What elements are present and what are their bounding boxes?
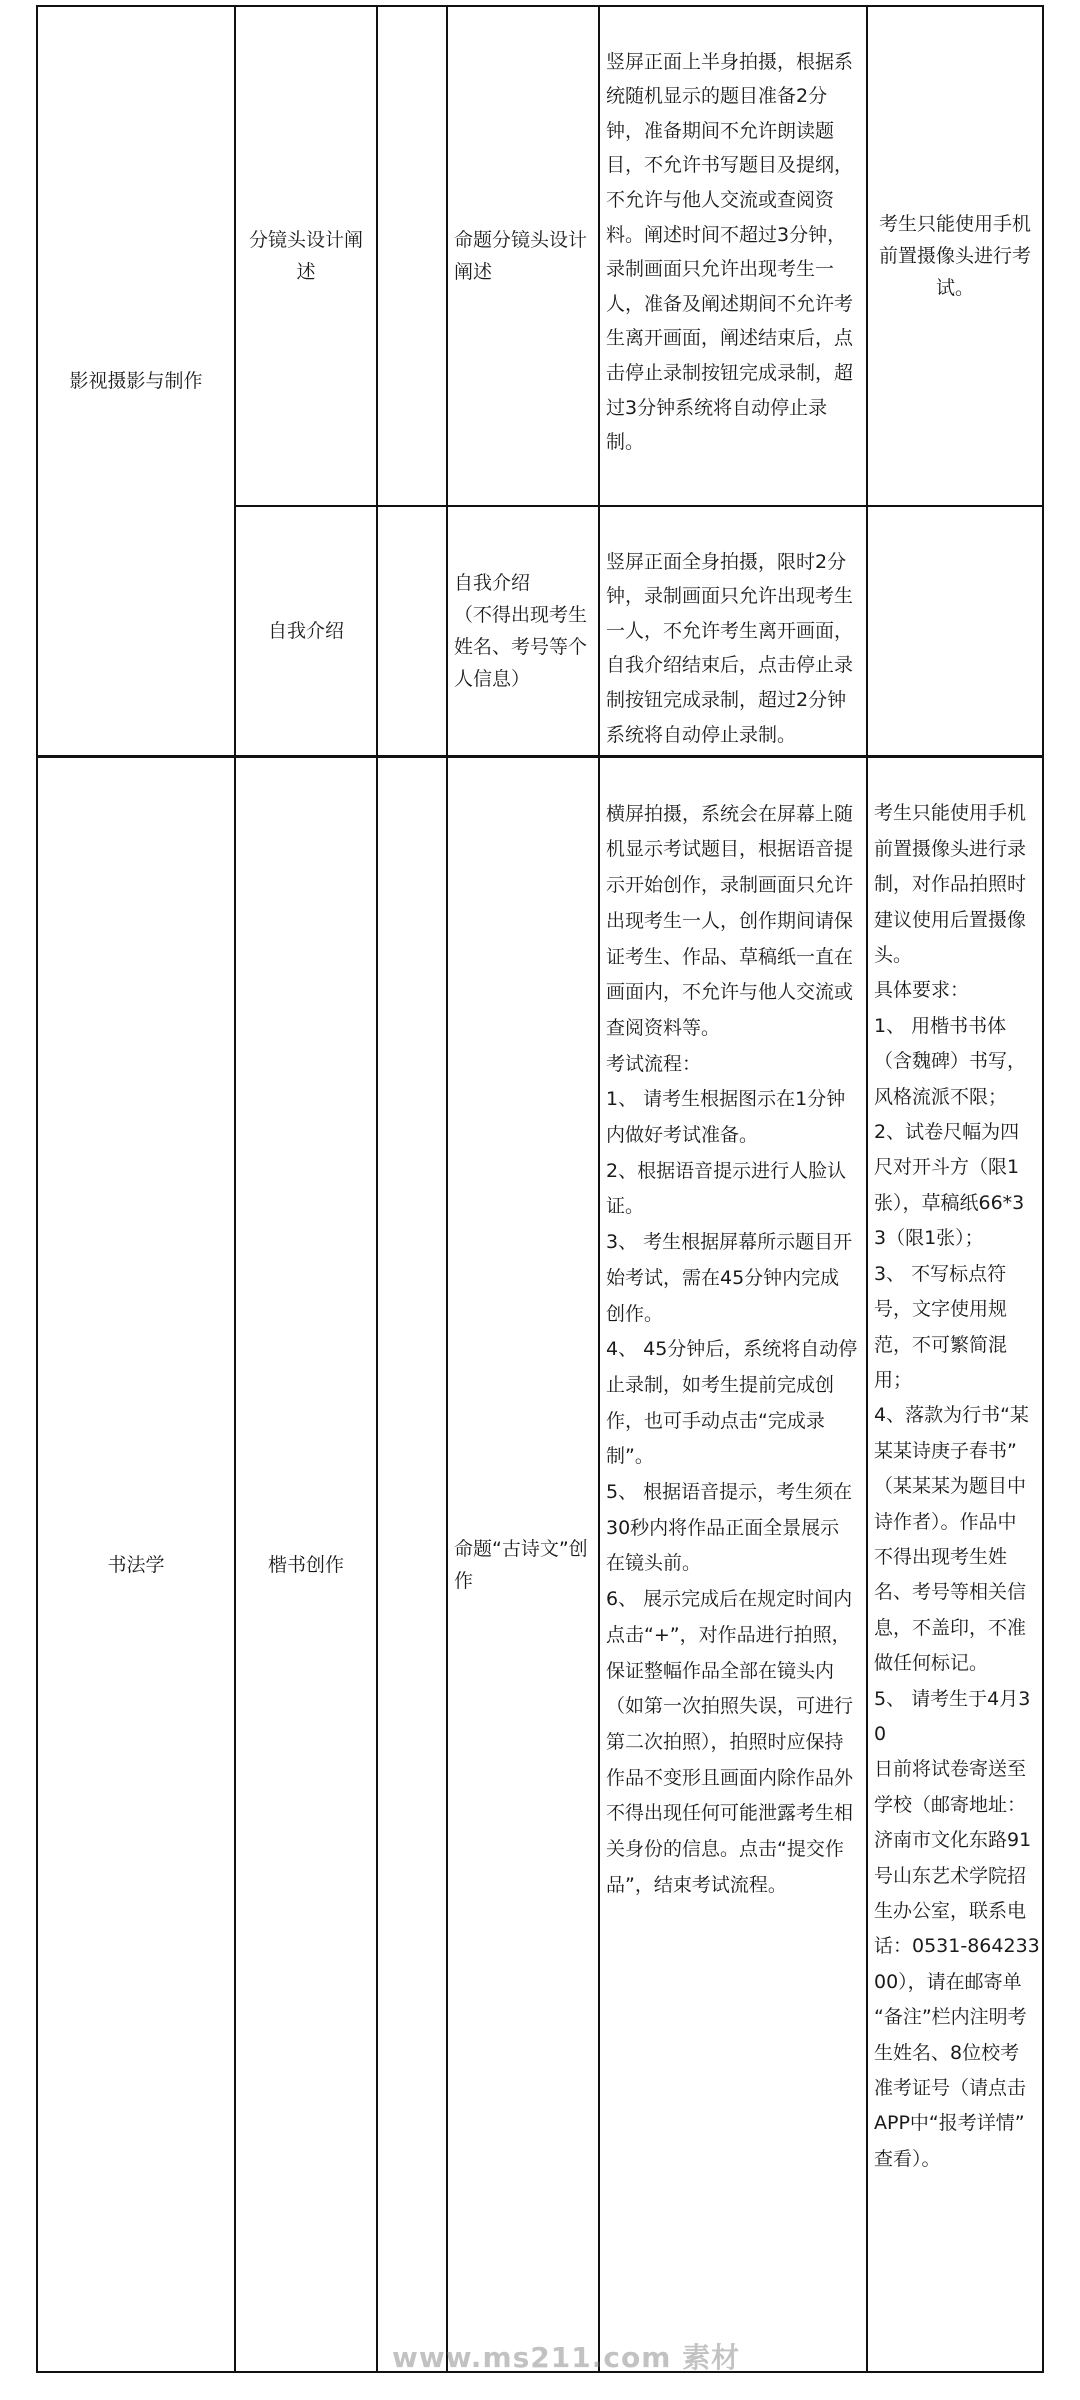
subject-cell-storyboard [236, 7, 376, 505]
topic-label: 命题分镜头设计 阐述 [454, 229, 588, 283]
grid-line-col-4 [598, 5, 600, 2373]
grid-line-col-2 [376, 5, 378, 2373]
subject-label: 楷书创作 [267, 1553, 344, 1576]
grid-line-col-3 [446, 5, 448, 2373]
subject-label: 自我介绍 [267, 620, 344, 642]
requirements-text: 竖屏正面全身拍摄，限时2分 钟，录制画面只允许出现考生 一人，不允许考生离开画面， 自我介绍结束后，点击停止录 制按钮完成录制，超过2分钟 系统将自动停止录制。 [606, 550, 854, 746]
major-cell-calligraphy [38, 758, 234, 2371]
grid-line-col-6 [1042, 5, 1044, 2373]
major-cell-film [38, 7, 234, 755]
notes-cell-kaishu [874, 761, 1042, 2177]
topic-cell-storyboard [454, 7, 594, 505]
topic-label: 自我介绍 （不得出现考生 姓名、考号等个 人信息） [454, 572, 588, 690]
notes-cell-self-intro [868, 507, 1042, 755]
topic-cell-self-intro [454, 507, 596, 755]
requirements-cell-self-intro [606, 510, 864, 752]
watermark: www.ms211.com 素材 [392, 2341, 741, 2374]
requirements-text: 横屏拍摄，系统会在屏幕上随 机显示考试题目，根据语音提 示开始创作，录制画面只允许 出现考生一人，创作期间请保 证考生、作品、草稿纸一直在 画面内，不允许与他人交流或 查阅资料等。 考试流程： 1、 请考生根据图示在1分钟 内做好考试准备。 2、根据语音提示进行人脸认 证。 3、 考生根据屏幕所示题目开 始考试，需在45分钟内完成 创作。 4、 45分钟后，系统将自动停 止录制，如考生提前完成创 作，也可手动点击“完成录 制”。 5、 根据语音提示，考生须在 30秒内将作品正面全景展示 在镜头前。 6、 展示完成后在规定时间内 点击“+”，对作品进行拍照， 保证整幅作品全部在镜头内 （如第一次拍照失误，可进行 第二次拍照），拍照时应保持 作品不变形且画面内除作品外 不得出现任何可能泄露考生相 关身份的信息。点击“提交作 品”，结束考试流程。 [606, 802, 858, 1896]
major-label: 书法学 [107, 1553, 165, 1576]
requirements-text: 竖屏正面上半身拍摄，根据系 统随机显示的题目准备2分 钟，准备期间不允许朗读题 目，不允许书写题目及提纲， 不允许与他人交流或查阅资 料。阐述时间不超过3分钟， 录制画面只允许出现考生一 人，准备及阐述期间不允许考 生离开画面，阐述结束后，点 击停止录制按钮完成录制，超 过3分钟系统将自动停止录 制。 [606, 50, 854, 454]
subject-cell-kaishu [236, 758, 376, 2371]
requirements-cell-kaishu [606, 761, 864, 1904]
topic-label: 命题“古诗文”创 作 [454, 1537, 588, 1592]
requirements-cell-storyboard [606, 10, 864, 460]
subject-label: 分镜头设计阐 述 [248, 229, 363, 283]
notes-text: 考生只能使用手机 前置摄像头进行考 试。 [878, 213, 1031, 299]
notes-cell-storyboard [868, 7, 1042, 505]
topic-cell-kaishu [454, 758, 596, 2371]
major-label: 影视摄影与制作 [69, 370, 203, 392]
notes-text: 考生只能使用手机 前置摄像头进行录 制，对作品拍照时 建议使用后置摄像 头。 具体要求： 1、 用楷书书体 （含魏碑）书写， 风格流派不限； 2、试卷尺幅为四 尺对开斗方（限1 张），草稿纸66*3 3（限1张）； 3、 不写标点符 号，文字使用规 范，不可繁简混 用； 4、落款为行书“某 某某诗庚子春书” （某某某为题目中 诗作者）。作品中 不得出现考生姓 名、考号等相关信 息，不盖印，不准 做任何标记。 5、 请考生于4月30 日前将试卷寄送至 学校（邮寄地址： 济南市文化东路91 号山东艺术学院招 生办公室，联系电 话：0531-864233 00），请在邮寄单 “备注”栏内注明考 生姓名、8位校考 准考证号（请点击 APP中“报考详情” 查看）。 [874, 802, 1040, 2170]
subject-cell-self-intro [236, 507, 376, 755]
